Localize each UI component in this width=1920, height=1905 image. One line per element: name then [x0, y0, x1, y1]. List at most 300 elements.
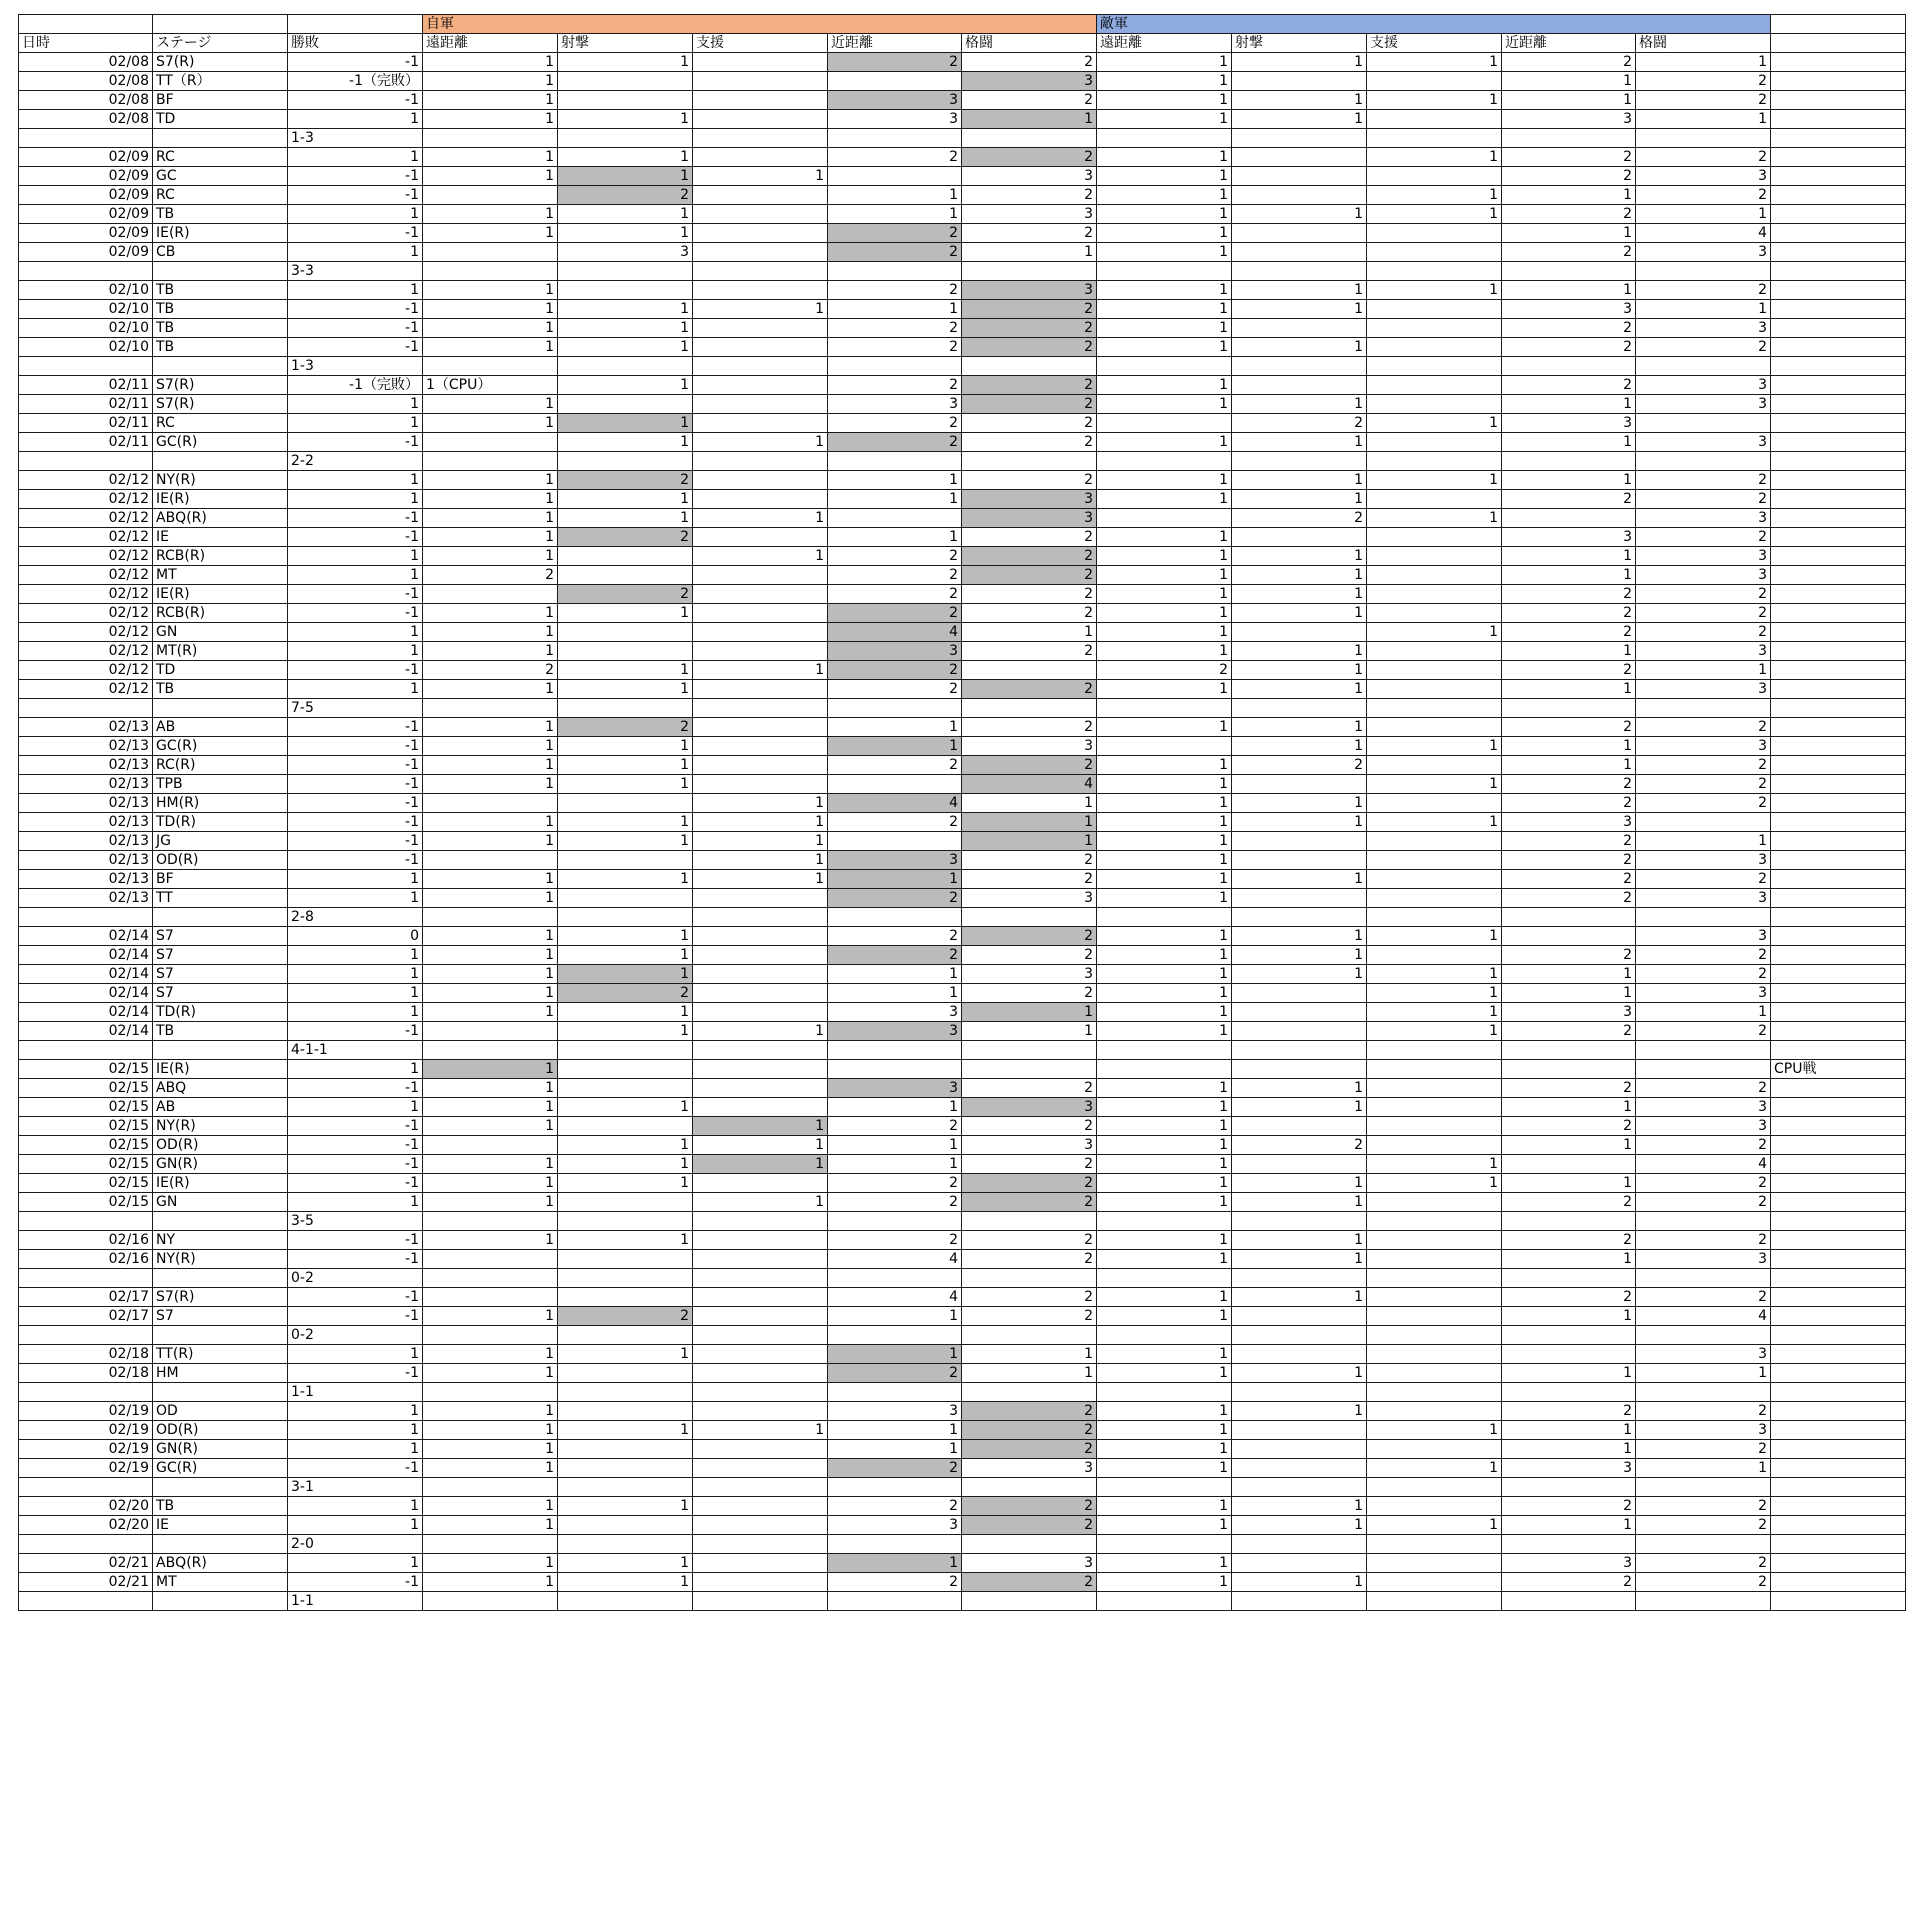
cell-own-support[interactable] [693, 1003, 828, 1022]
cell-date[interactable]: 02/14 [19, 1022, 153, 1041]
cell-own-support[interactable] [693, 680, 828, 699]
cell-own-shooting[interactable] [558, 1250, 693, 1269]
cell-enemy-support[interactable] [1367, 72, 1502, 91]
cell-own-close-range[interactable]: 1 [828, 1155, 962, 1174]
cell-own-shooting[interactable] [558, 547, 693, 566]
col-header-enemy-support[interactable]: 支援 [1367, 34, 1502, 53]
cell-enemy-shooting[interactable] [1232, 1345, 1367, 1364]
cell-enemy-shooting[interactable]: 1 [1232, 604, 1367, 623]
cell-date[interactable]: 02/12 [19, 547, 153, 566]
cell-own-melee[interactable]: 2 [962, 851, 1097, 870]
cell-own-long-range[interactable]: 1 [423, 1003, 558, 1022]
cell-date[interactable]: 02/12 [19, 661, 153, 680]
cell-own-support[interactable]: 1 [693, 167, 828, 186]
cell-own-long-range[interactable] [423, 1136, 558, 1155]
win-loss-summary[interactable]: 2-0 [288, 1535, 423, 1554]
cell-own-long-range[interactable]: 1 [423, 1459, 558, 1478]
cell-stage[interactable]: GC(R) [153, 737, 288, 756]
col-header-stage[interactable]: ステージ [153, 34, 288, 53]
cell-own-support[interactable]: 1 [693, 794, 828, 813]
col-header-own-melee[interactable]: 格闘 [962, 34, 1097, 53]
win-loss-summary[interactable]: 1-3 [288, 357, 423, 376]
win-loss-summary[interactable]: 3-5 [288, 1212, 423, 1231]
cell-enemy-long-range[interactable]: 2 [1097, 661, 1232, 680]
cell[interactable] [558, 1212, 693, 1231]
cell-result[interactable]: 1 [288, 870, 423, 889]
cell-own-support[interactable] [693, 1497, 828, 1516]
cell-own-long-range[interactable]: 1 [423, 414, 558, 433]
cell-enemy-shooting[interactable]: 1 [1232, 965, 1367, 984]
cell[interactable] [1097, 357, 1232, 376]
cell-enemy-close-range[interactable]: 1 [1502, 1440, 1636, 1459]
cell[interactable] [1367, 1212, 1502, 1231]
cell[interactable] [153, 262, 288, 281]
cell-enemy-shooting[interactable]: 1 [1232, 1497, 1367, 1516]
cell[interactable] [1367, 452, 1502, 471]
cell-notes[interactable] [1771, 1573, 1906, 1592]
cell-enemy-close-range[interactable]: 2 [1502, 319, 1636, 338]
cell[interactable] [1232, 129, 1367, 148]
cell-date[interactable]: 02/09 [19, 205, 153, 224]
cell-enemy-melee[interactable]: 2 [1636, 718, 1771, 737]
cell-own-shooting[interactable]: 1 [558, 946, 693, 965]
cell-enemy-close-range[interactable]: 2 [1502, 53, 1636, 72]
cell-enemy-shooting[interactable]: 1 [1232, 680, 1367, 699]
cell-own-shooting[interactable]: 1 [558, 319, 693, 338]
cell-own-melee[interactable]: 2 [962, 604, 1097, 623]
cell-result[interactable]: -1 [288, 718, 423, 737]
cell[interactable] [558, 1269, 693, 1288]
cell-notes[interactable] [1771, 148, 1906, 167]
cell-result[interactable]: 1 [288, 395, 423, 414]
cell-enemy-close-range[interactable]: 2 [1502, 1117, 1636, 1136]
col-header-date[interactable]: 日時 [19, 34, 153, 53]
cell-own-close-range[interactable]: 2 [828, 243, 962, 262]
cell-enemy-close-range[interactable]: 2 [1502, 718, 1636, 737]
cell-result[interactable]: 1 [288, 205, 423, 224]
cell-own-support[interactable] [693, 471, 828, 490]
cell-enemy-shooting[interactable]: 1 [1232, 813, 1367, 832]
cell-own-shooting[interactable]: 1 [558, 1421, 693, 1440]
cell-date[interactable]: 02/10 [19, 300, 153, 319]
cell[interactable] [693, 1592, 828, 1611]
cell[interactable] [423, 908, 558, 927]
cell-enemy-melee[interactable]: 3 [1636, 927, 1771, 946]
cell-own-support[interactable]: 1 [693, 1421, 828, 1440]
cell-result[interactable]: -1 [288, 851, 423, 870]
cell[interactable] [1636, 129, 1771, 148]
cell-own-melee[interactable]: 2 [962, 1440, 1097, 1459]
cell-own-support[interactable] [693, 1174, 828, 1193]
cell-own-melee[interactable]: 3 [962, 965, 1097, 984]
cell-enemy-close-range[interactable]: 1 [1502, 965, 1636, 984]
cell-enemy-shooting[interactable] [1232, 148, 1367, 167]
cell-enemy-shooting[interactable]: 1 [1232, 1288, 1367, 1307]
cell-own-melee[interactable]: 3 [962, 1136, 1097, 1155]
cell[interactable] [558, 1383, 693, 1402]
cell-stage[interactable]: OD(R) [153, 851, 288, 870]
cell-own-shooting[interactable]: 2 [558, 984, 693, 1003]
cell-own-melee[interactable]: 2 [962, 414, 1097, 433]
cell[interactable] [1636, 1592, 1771, 1611]
cell-own-long-range[interactable]: 1 [423, 1497, 558, 1516]
cell-enemy-melee[interactable]: 2 [1636, 1193, 1771, 1212]
cell-enemy-support[interactable] [1367, 319, 1502, 338]
cell-own-support[interactable] [693, 72, 828, 91]
cell[interactable] [693, 1535, 828, 1554]
cell-date[interactable]: 02/14 [19, 927, 153, 946]
cell-notes[interactable] [1771, 737, 1906, 756]
cell-own-shooting[interactable]: 1 [558, 338, 693, 357]
cell-date[interactable]: 02/15 [19, 1155, 153, 1174]
cell[interactable] [558, 1041, 693, 1060]
cell-own-shooting[interactable] [558, 1193, 693, 1212]
cell[interactable] [558, 452, 693, 471]
cell-date[interactable]: 02/08 [19, 91, 153, 110]
cell-enemy-support[interactable] [1367, 528, 1502, 547]
cell-own-shooting[interactable]: 1 [558, 1231, 693, 1250]
cell-own-close-range[interactable]: 2 [828, 376, 962, 395]
cell-own-melee[interactable]: 1 [962, 243, 1097, 262]
cell-stage[interactable]: TT（R） [153, 72, 288, 91]
cell-own-shooting[interactable]: 2 [558, 718, 693, 737]
cell-notes[interactable] [1771, 775, 1906, 794]
cell-own-melee[interactable]: 2 [962, 1231, 1097, 1250]
cell[interactable] [19, 908, 153, 927]
cell-stage[interactable]: IE(R) [153, 1060, 288, 1079]
cell-notes[interactable] [1771, 186, 1906, 205]
cell[interactable] [1232, 1383, 1367, 1402]
cell-own-close-range[interactable] [828, 167, 962, 186]
cell-stage[interactable]: ABQ(R) [153, 509, 288, 528]
cell-own-shooting[interactable]: 2 [558, 186, 693, 205]
cell-enemy-close-range[interactable]: 3 [1502, 110, 1636, 129]
cell-stage[interactable]: TB [153, 319, 288, 338]
cell[interactable] [1367, 1478, 1502, 1497]
cell-own-close-range[interactable]: 3 [828, 851, 962, 870]
cell[interactable] [1502, 1212, 1636, 1231]
cell-own-long-range[interactable]: 1 [423, 927, 558, 946]
cell-own-support[interactable] [693, 243, 828, 262]
cell-own-shooting[interactable]: 1 [558, 1136, 693, 1155]
cell-enemy-long-range[interactable]: 1 [1097, 1345, 1232, 1364]
cell-enemy-support[interactable] [1367, 642, 1502, 661]
cell-result[interactable]: -1 [288, 186, 423, 205]
cell-enemy-shooting[interactable] [1232, 1554, 1367, 1573]
cell-own-long-range[interactable]: 1 [423, 395, 558, 414]
cell-own-support[interactable] [693, 53, 828, 72]
cell-own-close-range[interactable] [828, 509, 962, 528]
cell[interactable] [1502, 1269, 1636, 1288]
cell-enemy-melee[interactable]: 4 [1636, 1155, 1771, 1174]
cell-enemy-melee[interactable]: 1 [1636, 661, 1771, 680]
cell[interactable] [693, 1212, 828, 1231]
cell-own-support[interactable] [693, 376, 828, 395]
cell-enemy-shooting[interactable]: 2 [1232, 1136, 1367, 1155]
cell[interactable] [962, 452, 1097, 471]
cell[interactable] [1636, 452, 1771, 471]
cell-enemy-long-range[interactable]: 1 [1097, 889, 1232, 908]
cell-own-shooting[interactable]: 3 [558, 243, 693, 262]
cell-enemy-close-range[interactable]: 3 [1502, 1459, 1636, 1478]
cell-own-long-range[interactable]: 1 [423, 1098, 558, 1117]
cell-own-close-range[interactable]: 4 [828, 1250, 962, 1269]
cell-date[interactable]: 02/15 [19, 1174, 153, 1193]
cell-enemy-melee[interactable]: 2 [1636, 471, 1771, 490]
cell-enemy-close-range[interactable]: 1 [1502, 680, 1636, 699]
cell-enemy-melee[interactable]: 1 [1636, 1459, 1771, 1478]
cell-enemy-support[interactable] [1367, 224, 1502, 243]
cell-date[interactable]: 02/16 [19, 1250, 153, 1269]
cell-enemy-melee[interactable]: 2 [1636, 1136, 1771, 1155]
cell[interactable] [962, 1535, 1097, 1554]
cell-notes[interactable] [1771, 1231, 1906, 1250]
cell[interactable] [693, 908, 828, 927]
cell-own-long-range[interactable]: 1 [423, 1402, 558, 1421]
cell-result[interactable]: 1 [288, 471, 423, 490]
cell-notes[interactable] [1771, 623, 1906, 642]
cell-own-melee[interactable]: 3 [962, 1098, 1097, 1117]
cell-stage[interactable]: OD(R) [153, 1421, 288, 1440]
cell[interactable] [19, 1592, 153, 1611]
cell-own-support[interactable] [693, 395, 828, 414]
cell-own-long-range[interactable]: 1 [423, 224, 558, 243]
cell[interactable] [1502, 357, 1636, 376]
cell-stage[interactable]: BF [153, 91, 288, 110]
cell-enemy-shooting[interactable] [1232, 376, 1367, 395]
cell-own-long-range[interactable]: 1 [423, 623, 558, 642]
cell-own-long-range[interactable]: 1 [423, 1364, 558, 1383]
cell[interactable] [1232, 1269, 1367, 1288]
cell-enemy-melee[interactable]: 1 [1636, 110, 1771, 129]
cell-enemy-support[interactable] [1367, 300, 1502, 319]
cell-date[interactable]: 02/12 [19, 623, 153, 642]
cell-own-shooting[interactable] [558, 395, 693, 414]
cell[interactable] [1367, 129, 1502, 148]
cell-enemy-support[interactable] [1367, 870, 1502, 889]
cell[interactable] [693, 262, 828, 281]
cell-date[interactable]: 02/14 [19, 946, 153, 965]
cell[interactable] [1771, 1269, 1906, 1288]
cell[interactable] [828, 699, 962, 718]
cell[interactable] [1502, 1383, 1636, 1402]
cell-date[interactable]: 02/09 [19, 243, 153, 262]
cell-stage[interactable]: TB [153, 205, 288, 224]
cell-date[interactable]: 02/15 [19, 1193, 153, 1212]
cell-enemy-shooting[interactable]: 1 [1232, 1193, 1367, 1212]
cell-notes[interactable] [1771, 53, 1906, 72]
cell-enemy-long-range[interactable]: 1 [1097, 1459, 1232, 1478]
cell-own-support[interactable] [693, 984, 828, 1003]
cell-own-long-range[interactable]: 1 [423, 832, 558, 851]
cell[interactable] [1367, 1269, 1502, 1288]
cell-result[interactable]: -1 [288, 1022, 423, 1041]
cell-own-support[interactable]: 1 [693, 832, 828, 851]
cell[interactable] [1771, 129, 1906, 148]
cell-result[interactable]: 1 [288, 1421, 423, 1440]
cell-stage[interactable]: OD [153, 1402, 288, 1421]
cell-own-long-range[interactable]: 1 [423, 965, 558, 984]
cell-own-support[interactable] [693, 642, 828, 661]
cell-enemy-support[interactable] [1367, 604, 1502, 623]
cell-notes[interactable] [1771, 1288, 1906, 1307]
cell-own-support[interactable] [693, 604, 828, 623]
cell-own-long-range[interactable]: 1 [423, 471, 558, 490]
cell-stage[interactable]: TD(R) [153, 1003, 288, 1022]
cell-date[interactable]: 02/09 [19, 167, 153, 186]
col-header-enemy-close-range[interactable]: 近距離 [1502, 34, 1636, 53]
cell-own-support[interactable]: 1 [693, 433, 828, 452]
cell-own-support[interactable]: 1 [693, 1022, 828, 1041]
cell-result[interactable]: 1 [288, 965, 423, 984]
cell-enemy-long-range[interactable]: 1 [1097, 1497, 1232, 1516]
cell-own-support[interactable] [693, 566, 828, 585]
cell-own-close-range[interactable] [828, 832, 962, 851]
cell-enemy-melee[interactable]: 3 [1636, 851, 1771, 870]
cell-own-support[interactable] [693, 737, 828, 756]
cell-own-melee[interactable]: 2 [962, 870, 1097, 889]
cell[interactable] [423, 1269, 558, 1288]
cell-enemy-melee[interactable]: 2 [1636, 756, 1771, 775]
cell-own-long-range[interactable]: 1 [423, 205, 558, 224]
cell-notes[interactable] [1771, 319, 1906, 338]
cell-own-close-range[interactable]: 3 [828, 642, 962, 661]
cell-enemy-support[interactable] [1367, 832, 1502, 851]
cell-enemy-long-range[interactable]: 1 [1097, 604, 1232, 623]
cell[interactable] [1232, 1326, 1367, 1345]
cell-stage[interactable]: S7(R) [153, 1288, 288, 1307]
cell-own-close-range[interactable]: 2 [828, 319, 962, 338]
cell-stage[interactable]: IE(R) [153, 490, 288, 509]
cell[interactable] [1636, 262, 1771, 281]
cell-enemy-shooting[interactable]: 1 [1232, 718, 1367, 737]
cell-own-shooting[interactable] [558, 281, 693, 300]
cell-notes[interactable] [1771, 72, 1906, 91]
cell-enemy-close-range[interactable]: 2 [1502, 1402, 1636, 1421]
cell-own-close-range[interactable]: 1 [828, 1345, 962, 1364]
cell-enemy-support[interactable]: 1 [1367, 1459, 1502, 1478]
cell-own-close-range[interactable]: 3 [828, 1516, 962, 1535]
cell-stage[interactable]: IE(R) [153, 1174, 288, 1193]
cell-own-long-range[interactable]: 1 [423, 604, 558, 623]
cell[interactable] [1367, 357, 1502, 376]
cell-own-long-range[interactable]: 1 [423, 870, 558, 889]
cell-own-long-range[interactable]: 1 [423, 718, 558, 737]
cell-own-close-range[interactable]: 1 [828, 718, 962, 737]
cell-enemy-melee[interactable]: 2 [1636, 1440, 1771, 1459]
cell-own-melee[interactable]: 1 [962, 1345, 1097, 1364]
cell-result[interactable]: -1 [288, 1307, 423, 1326]
cell[interactable] [153, 1383, 288, 1402]
cell-enemy-long-range[interactable]: 1 [1097, 281, 1232, 300]
cell-own-close-range[interactable] [828, 72, 962, 91]
cell-date[interactable]: 02/15 [19, 1136, 153, 1155]
cell-own-long-range[interactable]: 1 [423, 1231, 558, 1250]
cell-enemy-close-range[interactable]: 1 [1502, 1307, 1636, 1326]
cell[interactable] [153, 699, 288, 718]
cell-result[interactable]: -1 [288, 1573, 423, 1592]
cell[interactable] [962, 1383, 1097, 1402]
cell-own-support[interactable] [693, 148, 828, 167]
cell-stage[interactable]: IE(R) [153, 224, 288, 243]
cell[interactable] [19, 699, 153, 718]
cell-date[interactable]: 02/19 [19, 1440, 153, 1459]
cell-own-long-range[interactable]: 1 [423, 53, 558, 72]
cell-result[interactable]: 1 [288, 110, 423, 129]
cell-result[interactable]: 1 [288, 946, 423, 965]
cell-enemy-support[interactable] [1367, 1098, 1502, 1117]
cell-own-shooting[interactable] [558, 1117, 693, 1136]
cell[interactable] [1097, 262, 1232, 281]
cell-enemy-melee[interactable]: 1 [1636, 1364, 1771, 1383]
cell-enemy-support[interactable] [1367, 889, 1502, 908]
cell-own-support[interactable] [693, 528, 828, 547]
cell-enemy-close-range[interactable]: 1 [1502, 1098, 1636, 1117]
cell-notes[interactable] [1771, 1117, 1906, 1136]
cell-own-melee[interactable]: 1 [962, 110, 1097, 129]
cell-enemy-melee[interactable]: 2 [1636, 186, 1771, 205]
cell-notes[interactable] [1771, 889, 1906, 908]
cell-own-long-range[interactable]: 2 [423, 661, 558, 680]
cell-own-long-range[interactable]: 1 [423, 775, 558, 794]
cell-own-support[interactable]: 1 [693, 870, 828, 889]
cell-enemy-shooting[interactable]: 1 [1232, 870, 1367, 889]
cell-date[interactable]: 02/12 [19, 471, 153, 490]
cell-stage[interactable]: HM [153, 1364, 288, 1383]
cell-stage[interactable]: GN [153, 623, 288, 642]
cell-stage[interactable]: IE(R) [153, 585, 288, 604]
cell-enemy-support[interactable] [1367, 1345, 1502, 1364]
cell-enemy-melee[interactable] [1636, 1060, 1771, 1079]
cell-result[interactable]: 1 [288, 889, 423, 908]
cell-notes[interactable] [1771, 1364, 1906, 1383]
cell-notes[interactable] [1771, 300, 1906, 319]
cell-date[interactable]: 02/19 [19, 1459, 153, 1478]
cell-enemy-shooting[interactable]: 1 [1232, 661, 1367, 680]
cell-result[interactable]: -1（完敗） [288, 72, 423, 91]
cell-result[interactable]: -1 [288, 300, 423, 319]
cell-enemy-close-range[interactable]: 1 [1502, 224, 1636, 243]
cell[interactable] [693, 699, 828, 718]
cell-enemy-long-range[interactable]: 1 [1097, 319, 1232, 338]
cell-own-shooting[interactable] [558, 1459, 693, 1478]
cell-date[interactable]: 02/17 [19, 1307, 153, 1326]
cell-own-support[interactable] [693, 756, 828, 775]
cell[interactable] [828, 357, 962, 376]
cell-stage[interactable]: TB [153, 338, 288, 357]
cell-own-shooting[interactable]: 2 [558, 471, 693, 490]
cell[interactable] [1367, 1041, 1502, 1060]
cell-enemy-support[interactable]: 1 [1367, 965, 1502, 984]
cell-own-melee[interactable]: 2 [962, 1288, 1097, 1307]
cell[interactable] [1771, 699, 1906, 718]
cell-own-shooting[interactable]: 1 [558, 1022, 693, 1041]
cell-result[interactable]: 1 [288, 1497, 423, 1516]
cell-stage[interactable]: MT [153, 1573, 288, 1592]
cell[interactable] [1097, 1592, 1232, 1611]
cell-notes[interactable] [1771, 547, 1906, 566]
cell-stage[interactable]: RC [153, 186, 288, 205]
cell-enemy-support[interactable] [1367, 1288, 1502, 1307]
cell-notes[interactable] [1771, 338, 1906, 357]
cell-date[interactable]: 02/12 [19, 566, 153, 585]
cell-own-melee[interactable]: 2 [962, 376, 1097, 395]
cell-own-close-range[interactable]: 4 [828, 794, 962, 813]
cell-enemy-shooting[interactable]: 2 [1232, 509, 1367, 528]
cell-enemy-close-range[interactable]: 3 [1502, 813, 1636, 832]
cell[interactable] [19, 1326, 153, 1345]
cell-date[interactable]: 02/11 [19, 395, 153, 414]
